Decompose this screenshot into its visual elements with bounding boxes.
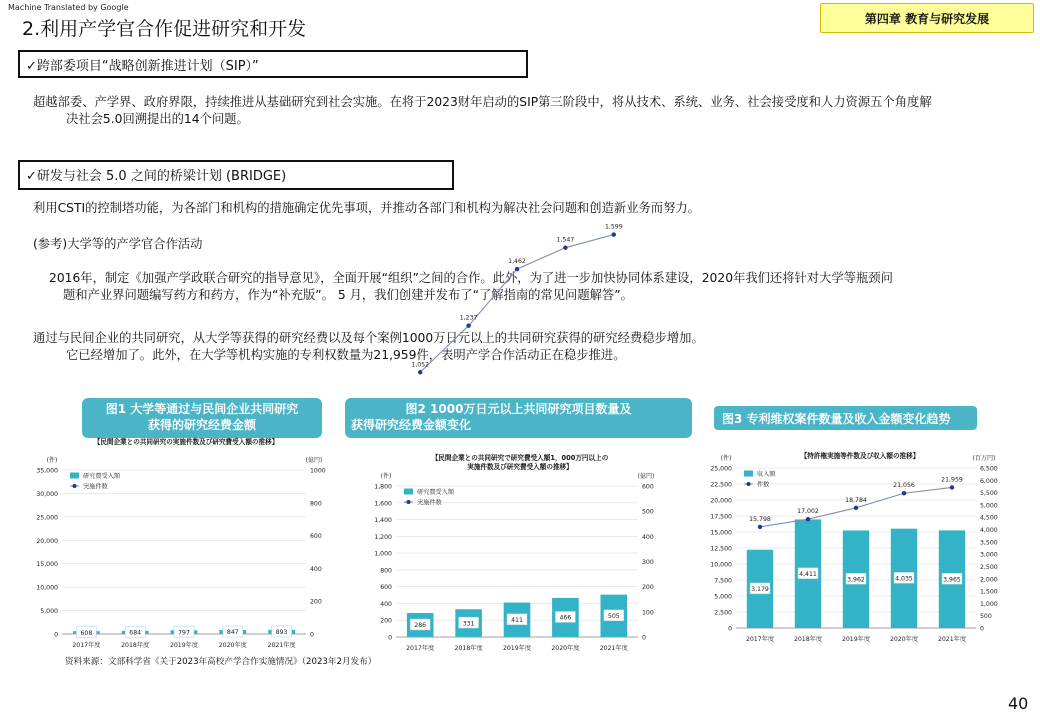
line-value-label: 18,784 (845, 496, 867, 504)
line-value-label: 1,547 (556, 236, 575, 244)
x-tick-label: 2017年度 (745, 636, 775, 643)
y-tick-label-left: 1,200 (374, 533, 392, 541)
y-tick-label-left: 10,000 (36, 584, 58, 592)
fig1-header-line1: 图1 大学等通过与民间企业共同研究 (105, 402, 299, 416)
x-tick-label: 2018年度 (121, 642, 150, 649)
fig2-subtitle-line2: 実施件数及び研究費受入額の推移】 (467, 463, 573, 471)
y-tick-label-right: 600 (642, 483, 654, 491)
machine-translated-label: Machine Translated by Google (8, 3, 129, 12)
y-tick-label-right: 0 (642, 634, 646, 642)
legend-bar-swatch (744, 471, 753, 477)
y-tick-label-right: 4,000 (980, 527, 998, 535)
x-tick-label: 2020年度 (889, 636, 919, 643)
fig2-header-line2: 获得研究经费金额变化 (351, 418, 472, 432)
page-title: 2.利用产学官合作促进研究和开发 (22, 18, 307, 40)
line-point (902, 491, 906, 495)
y-tick-label-right: 400 (310, 565, 322, 573)
y-tick-label-left: 10,000 (710, 561, 732, 569)
y-tick-label-right: 0 (980, 625, 984, 633)
bar-value-label: 4,035 (895, 575, 913, 583)
fig1-header (82, 398, 322, 438)
y-tick-label-left: 12,500 (710, 545, 732, 553)
legend-line-label: 実施件数 (83, 483, 108, 491)
x-tick-label: 2020年度 (551, 645, 580, 652)
legend-line-label: 件数 (757, 481, 770, 489)
y-tick-label-right: 1,500 (980, 588, 998, 596)
sip-text-line1: 超越部委、产学界、政府界限，持续推进从基础研究到社会实施。在将于2023财年启动的SIP第三阶段中，将从技术、系统、业务、社会接受度和人力资源五个角度解 (33, 95, 932, 109)
line-point (515, 267, 519, 271)
y-tick-label-left: 22,500 (710, 481, 732, 489)
y-tick-label-right: 5,500 (980, 490, 998, 498)
x-tick-label: 2018年度 (793, 636, 823, 643)
legend-line-label: 実施件数 (417, 499, 442, 507)
line-value-label: 1,599 (604, 223, 623, 231)
summary-text (33, 330, 1028, 364)
line-value-label: 1,237 (459, 314, 478, 322)
y-tick-label-left: 5,000 (714, 593, 732, 601)
y-tick-label-left: 15,000 (710, 529, 732, 537)
bar-value-label: 3,179 (751, 586, 769, 594)
line-value-label: 1,462 (508, 258, 526, 266)
y-tick-label-left: 17,500 (710, 513, 732, 521)
fig1-chart (28, 450, 350, 655)
y-tick-label-left: 800 (380, 567, 392, 575)
line-point (612, 232, 616, 236)
legend-bar-swatch (404, 489, 413, 495)
y-tick-label-right: 5,000 (980, 502, 998, 510)
y-tick-label-right: 0 (310, 631, 314, 639)
bar-value-label: 331 (462, 620, 475, 628)
x-tick-label: 2019年度 (169, 642, 199, 649)
y-tick-label-right: 300 (642, 559, 654, 566)
legend-line-marker (747, 482, 751, 486)
fig3-header (714, 406, 977, 430)
bridge-text: 利用CSTI的控制塔功能，为各部门和机构的措施确定优先事项，并推动各部门和机构为解决社会问题和创造新业务而努力。 (33, 201, 700, 215)
x-tick-label: 2019年度 (841, 636, 871, 643)
y-tick-label-left: 20,000 (710, 497, 732, 505)
chapter-tag (820, 3, 1034, 33)
sip-heading: ✓跨部委项目“战略创新推进计划（SIP）” (26, 59, 259, 74)
bar-value-label: 4,411 (799, 570, 817, 578)
fig3-subtitle: 【特許権実施等件数及び収入額の推移】 (800, 452, 920, 460)
reference-text-line2: 题和产业界问题编写药方和药方，作为“补充版”。 5 月，我们创建并发布了“了解指南的常见问题解答”。 (63, 288, 633, 302)
x-tick-label: 2021年度 (599, 645, 628, 652)
y-tick-label-right: 600 (310, 533, 322, 541)
line-point (950, 485, 954, 489)
summary-text-line2: 它已经增加了。此外，在大学等机构实施的专利权数量为21,959件，表明产学合作活动正在稳步推进。 (66, 348, 626, 362)
bar-value-label: 684 (129, 629, 142, 637)
chapter-tag-label: 第四章 教育与研究发展 (864, 11, 990, 26)
y-tick-label-right: 1000 (310, 467, 326, 475)
y-tick-label-right: 200 (642, 584, 654, 592)
y-tick-label-right: 400 (642, 533, 654, 541)
legend-line-marker (73, 484, 77, 488)
y-tick-label-right: 100 (642, 609, 654, 617)
y-tick-label-left: 0 (388, 634, 392, 642)
y-tick-label-left: 400 (380, 600, 392, 608)
x-tick-label: 2021年度 (267, 642, 296, 649)
y-tick-label-left: 7,500 (714, 577, 732, 585)
y-tick-label-right: 6,500 (980, 465, 998, 473)
x-tick-label: 2020年度 (218, 642, 247, 649)
y-tick-label-left: 15,000 (36, 561, 58, 569)
bridge-heading-box (18, 160, 454, 190)
line-value-label: 1,052 (411, 361, 430, 369)
y-tick-label-right: 200 (310, 598, 322, 606)
summary-text-line1: 通过与民间企业的共同研究，从大学等获得的研究经费以及每个案例1000万日元以上的共同研究获得的研究经费稳步增加。 (33, 331, 704, 345)
fig2-header-line1: 图2 1000万日元以上共同研究项目数量及 (405, 402, 632, 416)
y-tick-label-left: 0 (728, 625, 732, 633)
x-tick-label: 2017年度 (406, 645, 435, 652)
y-tick-label-left: 200 (380, 617, 392, 625)
y-tick-label-left: 25,000 (36, 514, 58, 522)
source-note: 资料来源：文部科学省《关于2023年高校产学合作实施情况》（2023年2月发布） (65, 657, 377, 667)
y-tick-label-left: 25,000 (710, 465, 732, 473)
bar-value-label: 3,962 (847, 576, 865, 584)
right-unit-label: (億円) (305, 457, 323, 464)
sip-text-line2: 决社会5.0回溯提出的14个问题。 (66, 112, 249, 126)
reference-heading: (参考)大学等的产学官合作活动 (33, 237, 203, 251)
fig1-header-line2: 获得的研究经费金额 (147, 418, 256, 432)
line-point (563, 245, 567, 249)
y-tick-label-left: 1,000 (374, 550, 392, 558)
sip-text (33, 94, 1028, 128)
y-tick-label-left: 5,000 (40, 608, 58, 616)
left-unit-label: (件) (380, 473, 392, 480)
line-value-label: 15,798 (749, 515, 771, 523)
fig2-header (345, 398, 692, 438)
reference-text (49, 270, 1034, 304)
y-tick-label-right: 800 (310, 500, 322, 508)
fig1-subtitle: 【民間企業との共同研究の実施件数及び研究費受入額の推移】 (93, 438, 279, 446)
bar-value-label: 286 (414, 622, 427, 630)
line-point (466, 323, 470, 327)
bar-value-label: 893 (275, 629, 288, 637)
bridge-heading: ✓研发与社会 5.0 之间的桥梁计划 (BRIDGE) (26, 169, 287, 184)
right-unit-label: (百万円) (972, 455, 996, 462)
bar-value-label: 608 (80, 629, 93, 637)
y-tick-label-right: 2,000 (980, 576, 998, 584)
y-tick-label-left: 20,000 (36, 537, 58, 545)
y-tick-label-left: 1,800 (374, 483, 392, 491)
fig2-subtitle-line1: 【民間企業との共同研究で研究費受入額1，000万円以上の (431, 454, 609, 462)
line-point (418, 370, 422, 374)
bar-value-label: 411 (511, 616, 523, 624)
x-tick-label: 2021年度 (937, 636, 967, 643)
line-value-label: 21,056 (893, 482, 915, 490)
y-tick-label-right: 2,500 (980, 563, 998, 571)
x-tick-label: 2017年度 (72, 642, 101, 649)
legend-bar-swatch (70, 473, 79, 479)
line-point (758, 525, 762, 529)
page-number: 40 (1008, 694, 1029, 713)
bar-value-label: 3,965 (943, 576, 961, 584)
sip-heading-box (18, 50, 528, 78)
y-tick-label-right: 1,000 (980, 600, 998, 608)
x-tick-label: 2018年度 (454, 645, 483, 652)
fig3-header-label: 图3 专利维权案件数量及收入金额变化趋势 (722, 412, 951, 426)
y-tick-label-left: 600 (380, 584, 392, 592)
legend-line-marker (407, 500, 411, 504)
reference-text-line1: 2016年，制定《加强产学政联合研究的指导意见》，全面开展“组织”之间的合作。此外，为了进一步加快协同体系建设，2020年我们还将针对大学等瓶颈问 (49, 271, 893, 285)
line-value-label: 17,002 (797, 508, 819, 516)
y-tick-label-right: 500 (980, 613, 992, 621)
y-tick-label-left: 1,600 (374, 500, 392, 508)
line-point (806, 517, 810, 521)
y-tick-label-left: 2,500 (714, 609, 732, 617)
y-tick-label-right: 3,500 (980, 539, 998, 547)
left-unit-label: (件) (720, 455, 732, 462)
x-tick-label: 2019年度 (502, 645, 532, 652)
y-tick-label-right: 3,000 (980, 551, 998, 559)
y-tick-label-right: 6,000 (980, 477, 998, 485)
y-tick-label-right: 500 (642, 508, 654, 516)
y-tick-label-left: 0 (54, 631, 58, 639)
legend-bar-label: 研究費受入額 (417, 489, 455, 496)
y-tick-label-left: 35,000 (36, 467, 58, 475)
line-point (854, 506, 858, 510)
bar-value-label: 505 (607, 613, 620, 621)
left-unit-label: (件) (46, 457, 58, 464)
y-tick-label-left: 1,400 (374, 517, 392, 525)
line-value-label: 21,959 (941, 476, 963, 484)
y-tick-label-right: 4,500 (980, 514, 998, 522)
y-tick-label-left: 30,000 (36, 490, 58, 498)
bar-value-label: 847 (226, 629, 239, 637)
right-unit-label: (億円) (637, 473, 655, 480)
bar-value-label: 797 (178, 629, 190, 637)
legend-bar-label: 収入額 (757, 471, 776, 478)
legend-bar-label: 研究費受入額 (83, 473, 121, 480)
fig3-chart (700, 456, 1030, 651)
bar-value-label: 466 (559, 614, 572, 622)
